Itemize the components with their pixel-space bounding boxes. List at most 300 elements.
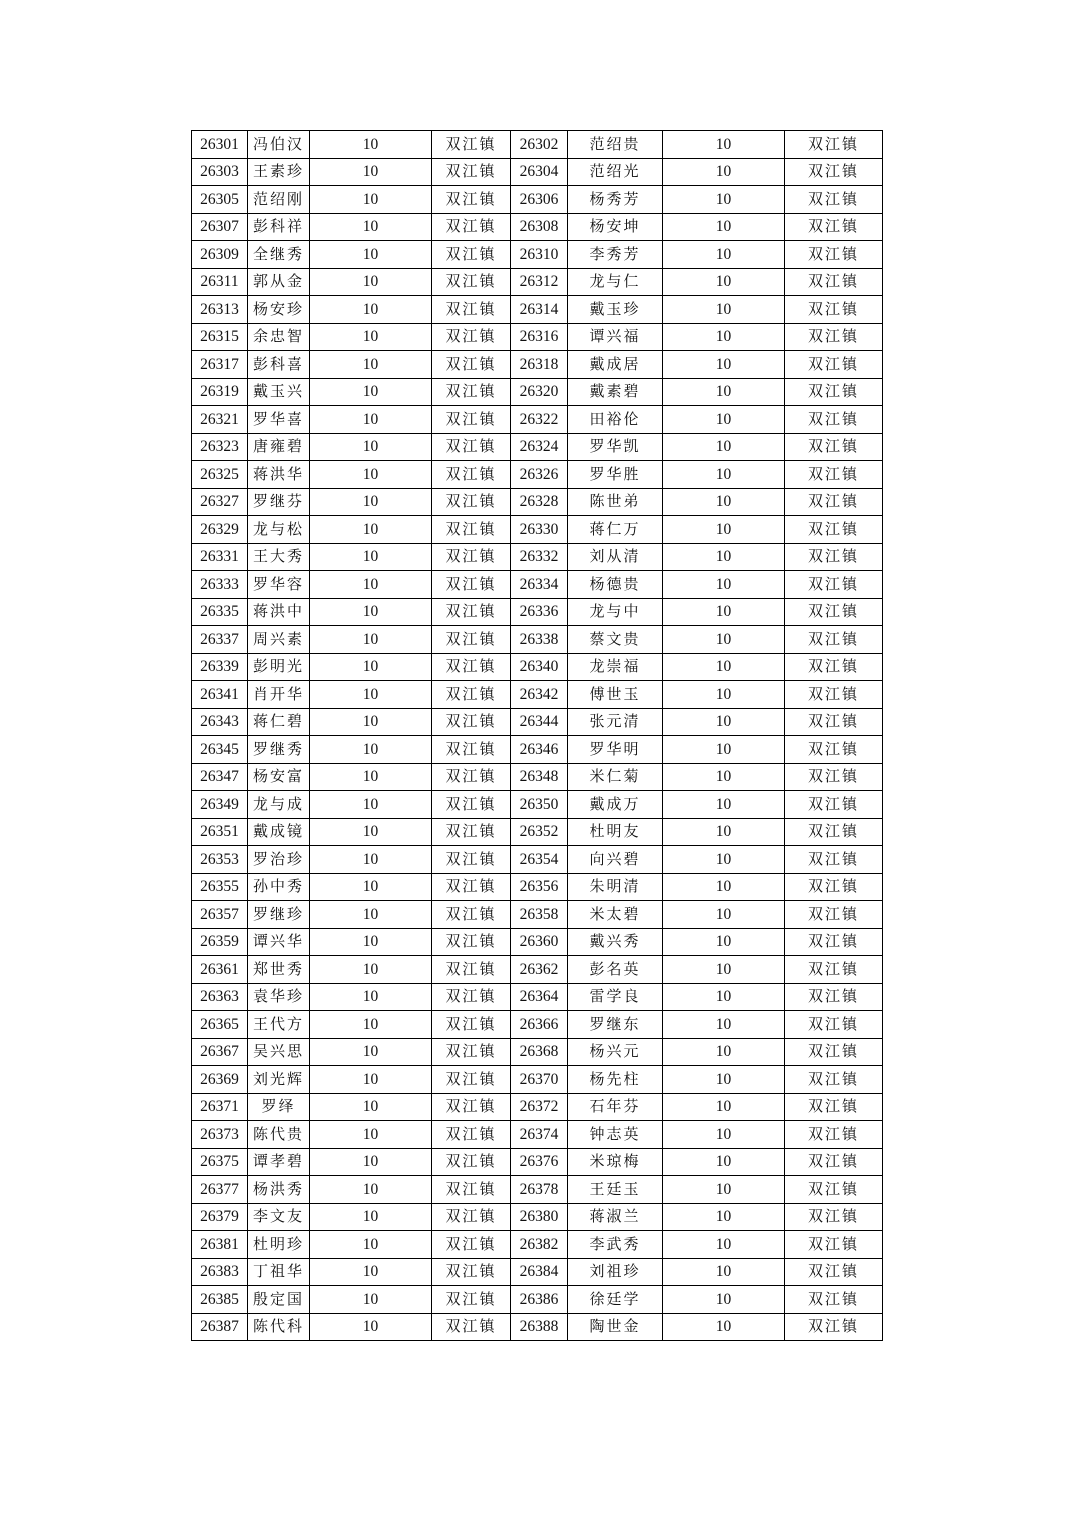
record-name-left: 龙与松: [248, 516, 310, 544]
record-amount-right: 10: [663, 131, 785, 159]
record-amount-right: 10: [663, 186, 785, 214]
record-name-right: 戴成居: [568, 351, 663, 379]
record-amount-left: 10: [310, 1148, 432, 1176]
table-row: [192, 653, 883, 681]
record-town-right: 双江镇: [785, 763, 883, 791]
record-name-right: 刘祖珍: [568, 1258, 663, 1286]
record-amount-right: 10: [663, 1011, 785, 1039]
record-name-right: 罗华凯: [568, 433, 663, 461]
record-town-right: 双江镇: [785, 653, 883, 681]
record-town-right: 双江镇: [785, 158, 883, 186]
record-id-right: 26304: [511, 158, 568, 186]
record-id-left: 26349: [192, 791, 248, 819]
record-town-left: 双江镇: [432, 543, 511, 571]
record-id-right: 26330: [511, 516, 568, 544]
table-row: [192, 1121, 883, 1149]
record-amount-left: 10: [310, 516, 432, 544]
record-id-right: 26368: [511, 1038, 568, 1066]
record-id-right: 26324: [511, 433, 568, 461]
record-town-right: 双江镇: [785, 1313, 883, 1341]
record-town-left: 双江镇: [432, 241, 511, 269]
record-id-right: 26340: [511, 653, 568, 681]
record-id-right: 26308: [511, 213, 568, 241]
record-town-right: 双江镇: [785, 1038, 883, 1066]
record-town-right: 双江镇: [785, 131, 883, 159]
record-name-right: 龙崇福: [568, 653, 663, 681]
record-id-right: 26320: [511, 378, 568, 406]
record-town-right: 双江镇: [785, 1203, 883, 1231]
record-town-left: 双江镇: [432, 598, 511, 626]
record-id-left: 26335: [192, 598, 248, 626]
table-row: [192, 543, 883, 571]
record-name-left: 杨洪秀: [248, 1176, 310, 1204]
record-town-left: 双江镇: [432, 983, 511, 1011]
record-town-left: 双江镇: [432, 296, 511, 324]
table-row: [192, 956, 883, 984]
record-amount-right: 10: [663, 736, 785, 764]
record-amount-left: 10: [310, 1203, 432, 1231]
record-name-left: 戴玉兴: [248, 378, 310, 406]
table-row: [192, 818, 883, 846]
record-id-left: 26375: [192, 1148, 248, 1176]
record-id-right: 26350: [511, 791, 568, 819]
table-row: [192, 983, 883, 1011]
record-name-left: 李文友: [248, 1203, 310, 1231]
record-town-left: 双江镇: [432, 1286, 511, 1314]
record-name-left: 戴成镜: [248, 818, 310, 846]
record-town-right: 双江镇: [785, 1093, 883, 1121]
table-row: [192, 901, 883, 929]
record-name-right: 戴兴秀: [568, 928, 663, 956]
record-id-right: 26342: [511, 681, 568, 709]
record-amount-right: 10: [663, 296, 785, 324]
record-id-left: 26323: [192, 433, 248, 461]
record-id-left: 26355: [192, 873, 248, 901]
record-name-left: 杨安富: [248, 763, 310, 791]
record-name-right: 龙与仁: [568, 268, 663, 296]
record-town-right: 双江镇: [785, 571, 883, 599]
roster-body: [192, 131, 883, 1341]
record-amount-left: 10: [310, 351, 432, 379]
record-amount-left: 10: [310, 543, 432, 571]
record-amount-right: 10: [663, 1066, 785, 1094]
record-amount-right: 10: [663, 763, 785, 791]
record-name-left: 周兴素: [248, 626, 310, 654]
record-id-right: 26354: [511, 846, 568, 874]
table-row: [192, 186, 883, 214]
record-amount-left: 10: [310, 1313, 432, 1341]
record-id-right: 26332: [511, 543, 568, 571]
record-amount-left: 10: [310, 488, 432, 516]
record-amount-right: 10: [663, 571, 785, 599]
record-town-right: 双江镇: [785, 1286, 883, 1314]
record-town-left: 双江镇: [432, 1121, 511, 1149]
record-name-right: 米太碧: [568, 901, 663, 929]
record-town-right: 双江镇: [785, 351, 883, 379]
record-amount-left: 10: [310, 186, 432, 214]
record-id-left: 26361: [192, 956, 248, 984]
record-amount-left: 10: [310, 1093, 432, 1121]
record-name-left: 罗华容: [248, 571, 310, 599]
table-row: [192, 488, 883, 516]
record-town-right: 双江镇: [785, 1231, 883, 1259]
record-id-left: 26365: [192, 1011, 248, 1039]
table-row: [192, 598, 883, 626]
record-amount-left: 10: [310, 1066, 432, 1094]
record-amount-right: 10: [663, 516, 785, 544]
table-row: [192, 433, 883, 461]
record-name-right: 米琼梅: [568, 1148, 663, 1176]
record-id-left: 26333: [192, 571, 248, 599]
table-row: [192, 323, 883, 351]
record-town-right: 双江镇: [785, 791, 883, 819]
record-amount-left: 10: [310, 1011, 432, 1039]
record-id-left: 26301: [192, 131, 248, 159]
record-amount-left: 10: [310, 873, 432, 901]
record-town-left: 双江镇: [432, 323, 511, 351]
record-name-left: 孙中秀: [248, 873, 310, 901]
record-town-left: 双江镇: [432, 846, 511, 874]
record-id-left: 26369: [192, 1066, 248, 1094]
table-row: [192, 626, 883, 654]
record-name-right: 米仁菊: [568, 763, 663, 791]
record-town-right: 双江镇: [785, 956, 883, 984]
record-amount-left: 10: [310, 1231, 432, 1259]
record-amount-left: 10: [310, 131, 432, 159]
table-row: [192, 1011, 883, 1039]
record-name-right: 蒋仁万: [568, 516, 663, 544]
record-id-left: 26353: [192, 846, 248, 874]
record-id-right: 26322: [511, 406, 568, 434]
record-name-left: 吴兴思: [248, 1038, 310, 1066]
record-amount-left: 10: [310, 983, 432, 1011]
record-name-left: 冯伯汉: [248, 131, 310, 159]
record-town-right: 双江镇: [785, 708, 883, 736]
record-name-right: 范绍光: [568, 158, 663, 186]
record-amount-left: 10: [310, 763, 432, 791]
table-row: [192, 681, 883, 709]
record-id-right: 26364: [511, 983, 568, 1011]
record-amount-left: 10: [310, 1038, 432, 1066]
record-name-left: 郭从金: [248, 268, 310, 296]
record-name-right: 杨先柱: [568, 1066, 663, 1094]
record-amount-right: 10: [663, 213, 785, 241]
record-name-left: 丁祖华: [248, 1258, 310, 1286]
record-amount-right: 10: [663, 543, 785, 571]
record-name-right: 范绍贵: [568, 131, 663, 159]
table-row: [192, 241, 883, 269]
record-town-left: 双江镇: [432, 268, 511, 296]
record-amount-right: 10: [663, 351, 785, 379]
record-id-left: 26385: [192, 1286, 248, 1314]
record-id-left: 26329: [192, 516, 248, 544]
record-id-right: 26360: [511, 928, 568, 956]
record-id-right: 26312: [511, 268, 568, 296]
record-amount-right: 10: [663, 956, 785, 984]
record-id-left: 26345: [192, 736, 248, 764]
record-name-left: 罗继珍: [248, 901, 310, 929]
record-amount-left: 10: [310, 681, 432, 709]
record-town-right: 双江镇: [785, 846, 883, 874]
record-id-right: 26382: [511, 1231, 568, 1259]
record-town-left: 双江镇: [432, 1066, 511, 1094]
record-name-left: 罗继秀: [248, 736, 310, 764]
record-name-right: 罗华明: [568, 736, 663, 764]
record-name-left: 刘光辉: [248, 1066, 310, 1094]
record-amount-right: 10: [663, 433, 785, 461]
record-name-right: 罗继东: [568, 1011, 663, 1039]
record-town-right: 双江镇: [785, 241, 883, 269]
record-id-left: 26383: [192, 1258, 248, 1286]
record-id-left: 26357: [192, 901, 248, 929]
record-name-right: 谭兴福: [568, 323, 663, 351]
record-name-right: 陶世金: [568, 1313, 663, 1341]
record-name-left: 罗继芬: [248, 488, 310, 516]
record-name-left: 谭兴华: [248, 928, 310, 956]
record-name-left: 彭科祥: [248, 213, 310, 241]
table-row: [192, 1231, 883, 1259]
record-amount-right: 10: [663, 928, 785, 956]
record-town-left: 双江镇: [432, 516, 511, 544]
table-row: [192, 351, 883, 379]
record-amount-right: 10: [663, 1038, 785, 1066]
record-id-left: 26309: [192, 241, 248, 269]
record-id-left: 26311: [192, 268, 248, 296]
record-amount-right: 10: [663, 653, 785, 681]
record-id-left: 26373: [192, 1121, 248, 1149]
record-name-left: 唐雍碧: [248, 433, 310, 461]
record-name-left: 彭科喜: [248, 351, 310, 379]
record-id-right: 26380: [511, 1203, 568, 1231]
record-town-left: 双江镇: [432, 433, 511, 461]
record-amount-left: 10: [310, 928, 432, 956]
record-id-left: 26313: [192, 296, 248, 324]
record-amount-right: 10: [663, 488, 785, 516]
record-town-right: 双江镇: [785, 736, 883, 764]
record-id-right: 26384: [511, 1258, 568, 1286]
record-amount-right: 10: [663, 983, 785, 1011]
record-town-left: 双江镇: [432, 1148, 511, 1176]
record-town-left: 双江镇: [432, 956, 511, 984]
record-amount-left: 10: [310, 653, 432, 681]
record-name-left: 罗绎: [248, 1093, 310, 1121]
record-name-left: 罗治珍: [248, 846, 310, 874]
record-id-right: 26348: [511, 763, 568, 791]
record-town-right: 双江镇: [785, 681, 883, 709]
record-town-left: 双江镇: [432, 901, 511, 929]
record-id-right: 26372: [511, 1093, 568, 1121]
record-town-left: 双江镇: [432, 626, 511, 654]
record-id-left: 26379: [192, 1203, 248, 1231]
record-name-left: 范绍刚: [248, 186, 310, 214]
record-town-right: 双江镇: [785, 378, 883, 406]
record-town-left: 双江镇: [432, 1093, 511, 1121]
record-name-right: 戴玉珍: [568, 296, 663, 324]
record-town-right: 双江镇: [785, 213, 883, 241]
record-name-left: 罗华喜: [248, 406, 310, 434]
record-name-right: 戴成万: [568, 791, 663, 819]
record-id-left: 26337: [192, 626, 248, 654]
record-name-right: 雷学良: [568, 983, 663, 1011]
record-name-left: 陈代科: [248, 1313, 310, 1341]
record-name-right: 刘从清: [568, 543, 663, 571]
record-amount-right: 10: [663, 1121, 785, 1149]
record-town-left: 双江镇: [432, 1313, 511, 1341]
record-amount-right: 10: [663, 901, 785, 929]
record-town-left: 双江镇: [432, 378, 511, 406]
record-name-left: 彭明光: [248, 653, 310, 681]
record-id-left: 26319: [192, 378, 248, 406]
record-id-right: 26362: [511, 956, 568, 984]
record-name-right: 蒋淑兰: [568, 1203, 663, 1231]
record-id-right: 26346: [511, 736, 568, 764]
record-town-right: 双江镇: [785, 516, 883, 544]
record-amount-left: 10: [310, 901, 432, 929]
table-row: [192, 461, 883, 489]
record-town-left: 双江镇: [432, 351, 511, 379]
record-id-right: 26344: [511, 708, 568, 736]
table-row: [192, 708, 883, 736]
record-id-right: 26306: [511, 186, 568, 214]
record-name-right: 杨秀芳: [568, 186, 663, 214]
record-name-right: 罗华胜: [568, 461, 663, 489]
record-name-right: 石年芬: [568, 1093, 663, 1121]
record-id-right: 26328: [511, 488, 568, 516]
record-name-right: 龙与中: [568, 598, 663, 626]
record-town-left: 双江镇: [432, 928, 511, 956]
record-town-left: 双江镇: [432, 1038, 511, 1066]
record-name-right: 徐廷学: [568, 1286, 663, 1314]
record-id-left: 26317: [192, 351, 248, 379]
record-id-right: 26338: [511, 626, 568, 654]
record-amount-right: 10: [663, 873, 785, 901]
record-id-left: 26363: [192, 983, 248, 1011]
record-amount-right: 10: [663, 1176, 785, 1204]
record-id-left: 26307: [192, 213, 248, 241]
record-name-right: 彭名英: [568, 956, 663, 984]
record-amount-left: 10: [310, 1121, 432, 1149]
record-town-right: 双江镇: [785, 873, 883, 901]
record-amount-right: 10: [663, 268, 785, 296]
record-id-left: 26347: [192, 763, 248, 791]
record-amount-right: 10: [663, 378, 785, 406]
record-id-right: 26352: [511, 818, 568, 846]
record-town-right: 双江镇: [785, 1148, 883, 1176]
record-town-left: 双江镇: [432, 1258, 511, 1286]
record-name-right: 李武秀: [568, 1231, 663, 1259]
record-name-left: 余忠智: [248, 323, 310, 351]
record-town-left: 双江镇: [432, 131, 511, 159]
record-amount-right: 10: [663, 1286, 785, 1314]
record-amount-left: 10: [310, 323, 432, 351]
record-town-left: 双江镇: [432, 708, 511, 736]
record-town-right: 双江镇: [785, 1258, 883, 1286]
record-town-right: 双江镇: [785, 1011, 883, 1039]
record-town-left: 双江镇: [432, 681, 511, 709]
record-amount-right: 10: [663, 1231, 785, 1259]
table-row: [192, 1093, 883, 1121]
record-town-left: 双江镇: [432, 406, 511, 434]
record-id-left: 26341: [192, 681, 248, 709]
record-amount-left: 10: [310, 241, 432, 269]
record-id-right: 26316: [511, 323, 568, 351]
record-amount-right: 10: [663, 791, 785, 819]
table-row: [192, 378, 883, 406]
record-name-left: 王大秀: [248, 543, 310, 571]
record-amount-left: 10: [310, 626, 432, 654]
record-amount-right: 10: [663, 708, 785, 736]
record-amount-left: 10: [310, 571, 432, 599]
record-town-right: 双江镇: [785, 1121, 883, 1149]
record-town-right: 双江镇: [785, 626, 883, 654]
record-name-left: 蒋洪华: [248, 461, 310, 489]
record-name-right: 钟志英: [568, 1121, 663, 1149]
record-name-left: 谭孝碧: [248, 1148, 310, 1176]
record-name-left: 杜明珍: [248, 1231, 310, 1259]
record-amount-left: 10: [310, 1258, 432, 1286]
table-row: [192, 1038, 883, 1066]
record-id-left: 26331: [192, 543, 248, 571]
record-name-right: 杨兴元: [568, 1038, 663, 1066]
record-town-right: 双江镇: [785, 488, 883, 516]
record-town-right: 双江镇: [785, 983, 883, 1011]
table-row: [192, 1258, 883, 1286]
record-amount-right: 10: [663, 461, 785, 489]
record-name-right: 朱明清: [568, 873, 663, 901]
record-name-right: 向兴碧: [568, 846, 663, 874]
table-row: [192, 846, 883, 874]
record-amount-left: 10: [310, 1176, 432, 1204]
record-amount-left: 10: [310, 708, 432, 736]
table-row: [192, 1176, 883, 1204]
record-id-right: 26302: [511, 131, 568, 159]
record-amount-left: 10: [310, 956, 432, 984]
record-name-right: 陈世弟: [568, 488, 663, 516]
record-id-right: 26366: [511, 1011, 568, 1039]
record-town-left: 双江镇: [432, 461, 511, 489]
record-town-right: 双江镇: [785, 1176, 883, 1204]
table-row: [192, 571, 883, 599]
table-row: [192, 791, 883, 819]
record-town-left: 双江镇: [432, 571, 511, 599]
record-id-right: 26388: [511, 1313, 568, 1341]
record-id-left: 26351: [192, 818, 248, 846]
record-id-left: 26315: [192, 323, 248, 351]
record-town-right: 双江镇: [785, 433, 883, 461]
record-town-right: 双江镇: [785, 543, 883, 571]
table-row: [192, 1203, 883, 1231]
table-row: [192, 1066, 883, 1094]
record-amount-right: 10: [663, 626, 785, 654]
record-id-right: 26318: [511, 351, 568, 379]
table-row: [192, 213, 883, 241]
record-id-right: 26378: [511, 1176, 568, 1204]
record-id-left: 26305: [192, 186, 248, 214]
record-id-left: 26327: [192, 488, 248, 516]
record-town-left: 双江镇: [432, 213, 511, 241]
record-amount-left: 10: [310, 791, 432, 819]
record-name-left: 王代方: [248, 1011, 310, 1039]
record-name-right: 杜明友: [568, 818, 663, 846]
record-town-left: 双江镇: [432, 186, 511, 214]
record-id-left: 26381: [192, 1231, 248, 1259]
record-town-right: 双江镇: [785, 901, 883, 929]
record-town-right: 双江镇: [785, 461, 883, 489]
record-amount-left: 10: [310, 818, 432, 846]
record-id-right: 26334: [511, 571, 568, 599]
record-name-right: 傅世玉: [568, 681, 663, 709]
roster-table: [191, 130, 883, 1341]
